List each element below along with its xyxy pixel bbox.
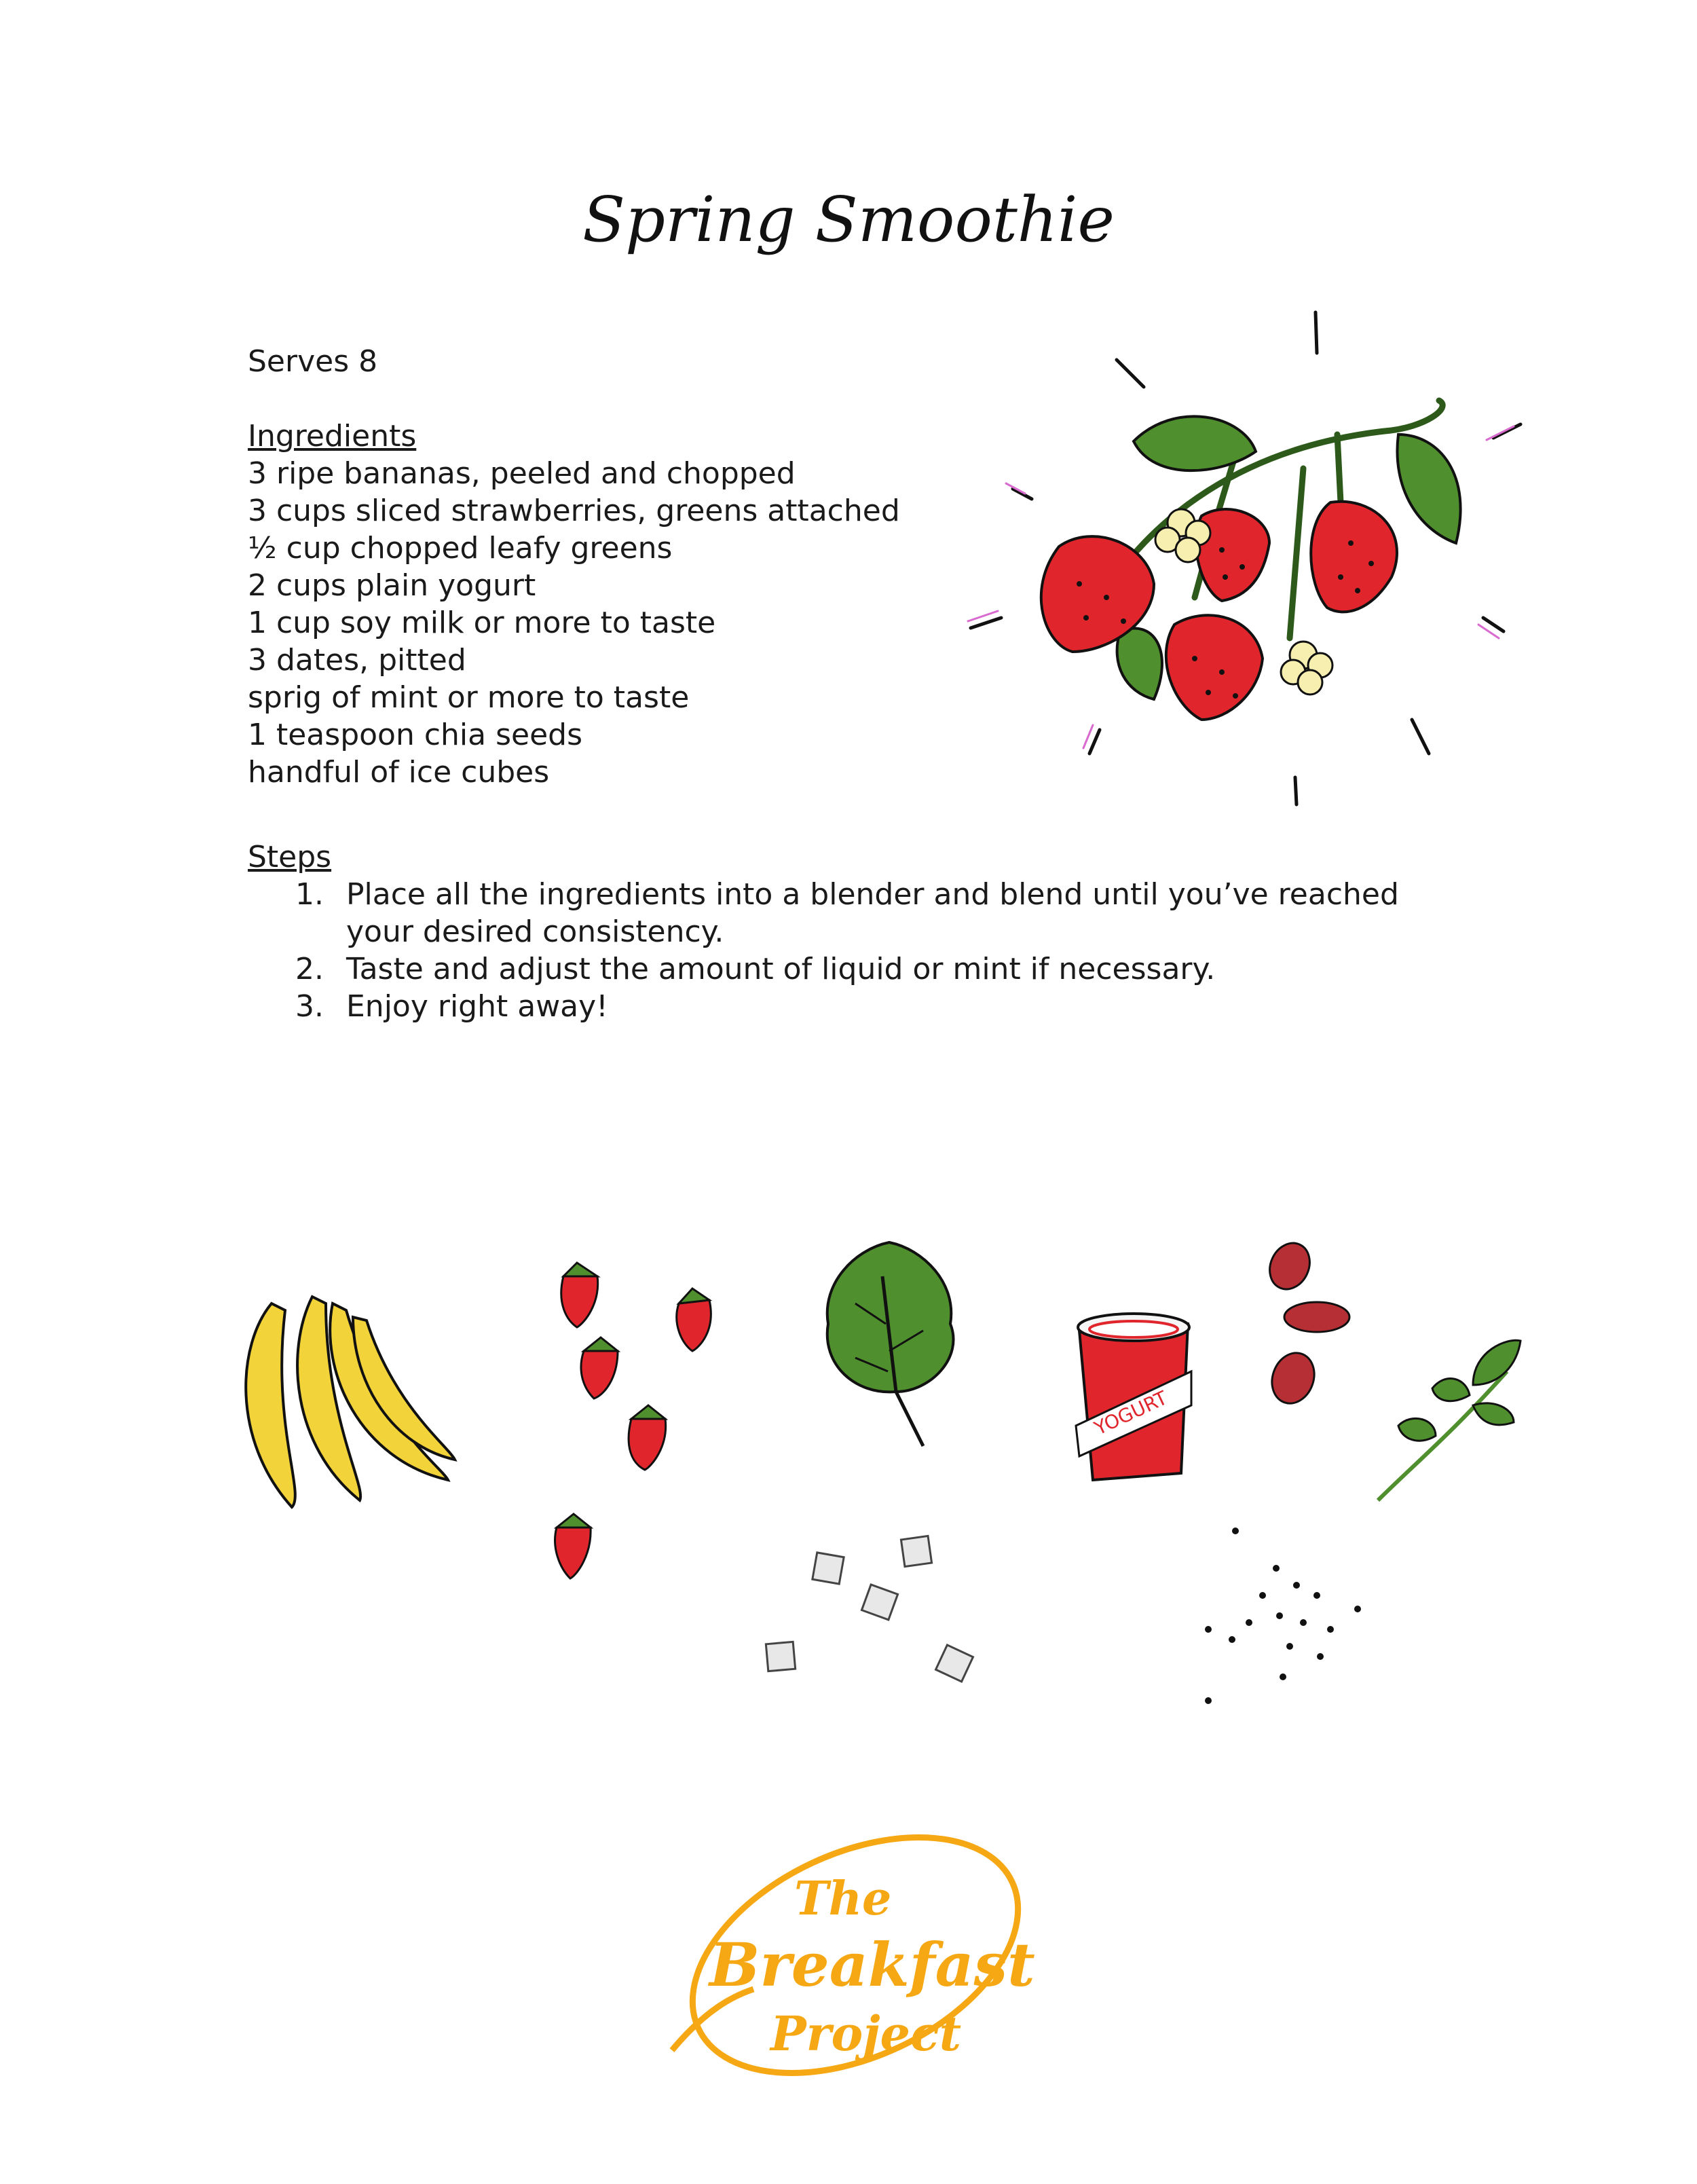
step-item: [248, 988, 1470, 1025]
yogurt-cup-illustration: [1066, 1303, 1201, 1494]
logo-text-breakfast: Breakfast: [709, 1929, 1035, 2000]
yogurt-label: YOGURT: [1091, 1386, 1171, 1440]
ingredient-item: 3 dates, pitted: [248, 643, 466, 678]
ingredient-item: handful of ice cubes: [248, 755, 550, 790]
ingredient-item: 1 cup soy milk or more to taste: [248, 606, 716, 640]
ice-cubes-illustration: [753, 1528, 998, 1704]
ingredient-item: ½ cup chopped leafy greens: [248, 531, 673, 566]
serves-text: Serves 8: [248, 344, 378, 379]
step-text: Place all the ingredients into a blender and blend until you’ve reached your desired consistency.: [346, 877, 1399, 949]
logo-text-the: The: [794, 1872, 892, 1926]
ingredients-list: [248, 455, 900, 791]
dates-illustration: [1256, 1236, 1364, 1432]
ingredient-item: 3 cups sliced strawberries, greens attached: [248, 494, 900, 528]
strawberries-scatter-illustration: [536, 1249, 740, 1629]
step-item: [248, 950, 1470, 988]
step-item: [248, 876, 1470, 950]
strawberries: [1041, 502, 1397, 720]
steps-heading: Steps: [248, 840, 332, 874]
step-number: 3.: [295, 989, 324, 1024]
chia-seeds-illustration: [1195, 1521, 1385, 1724]
mint-sprig-illustration: [1371, 1331, 1534, 1507]
ingredient-item: sprig of mint or more to taste: [248, 680, 690, 715]
ingredient-item: 2 cups plain yogurt: [248, 568, 536, 603]
leafy-greens-illustration: [815, 1236, 964, 1460]
step-number: 1.: [295, 877, 324, 912]
step-number: 2.: [295, 952, 324, 986]
strawberry-vine-illustration: [950, 299, 1575, 815]
breakfast-project-logo: [652, 1819, 1045, 2105]
ingredient-item: 1 teaspoon chia seeds: [248, 718, 583, 752]
steps-list: [248, 876, 1470, 1025]
logo-text-project: Project: [770, 2005, 962, 2062]
ingredients-heading: Ingredients: [248, 419, 417, 454]
bananas-illustration: [231, 1290, 462, 1534]
ingredient-item: 3 ripe bananas, peeled and chopped: [248, 456, 796, 491]
recipe-title: Spring Smoothie: [582, 183, 1115, 256]
step-text: Taste and adjust the amount of liquid or mint if necessary.: [346, 952, 1216, 986]
step-text: Enjoy right away!: [346, 989, 608, 1024]
